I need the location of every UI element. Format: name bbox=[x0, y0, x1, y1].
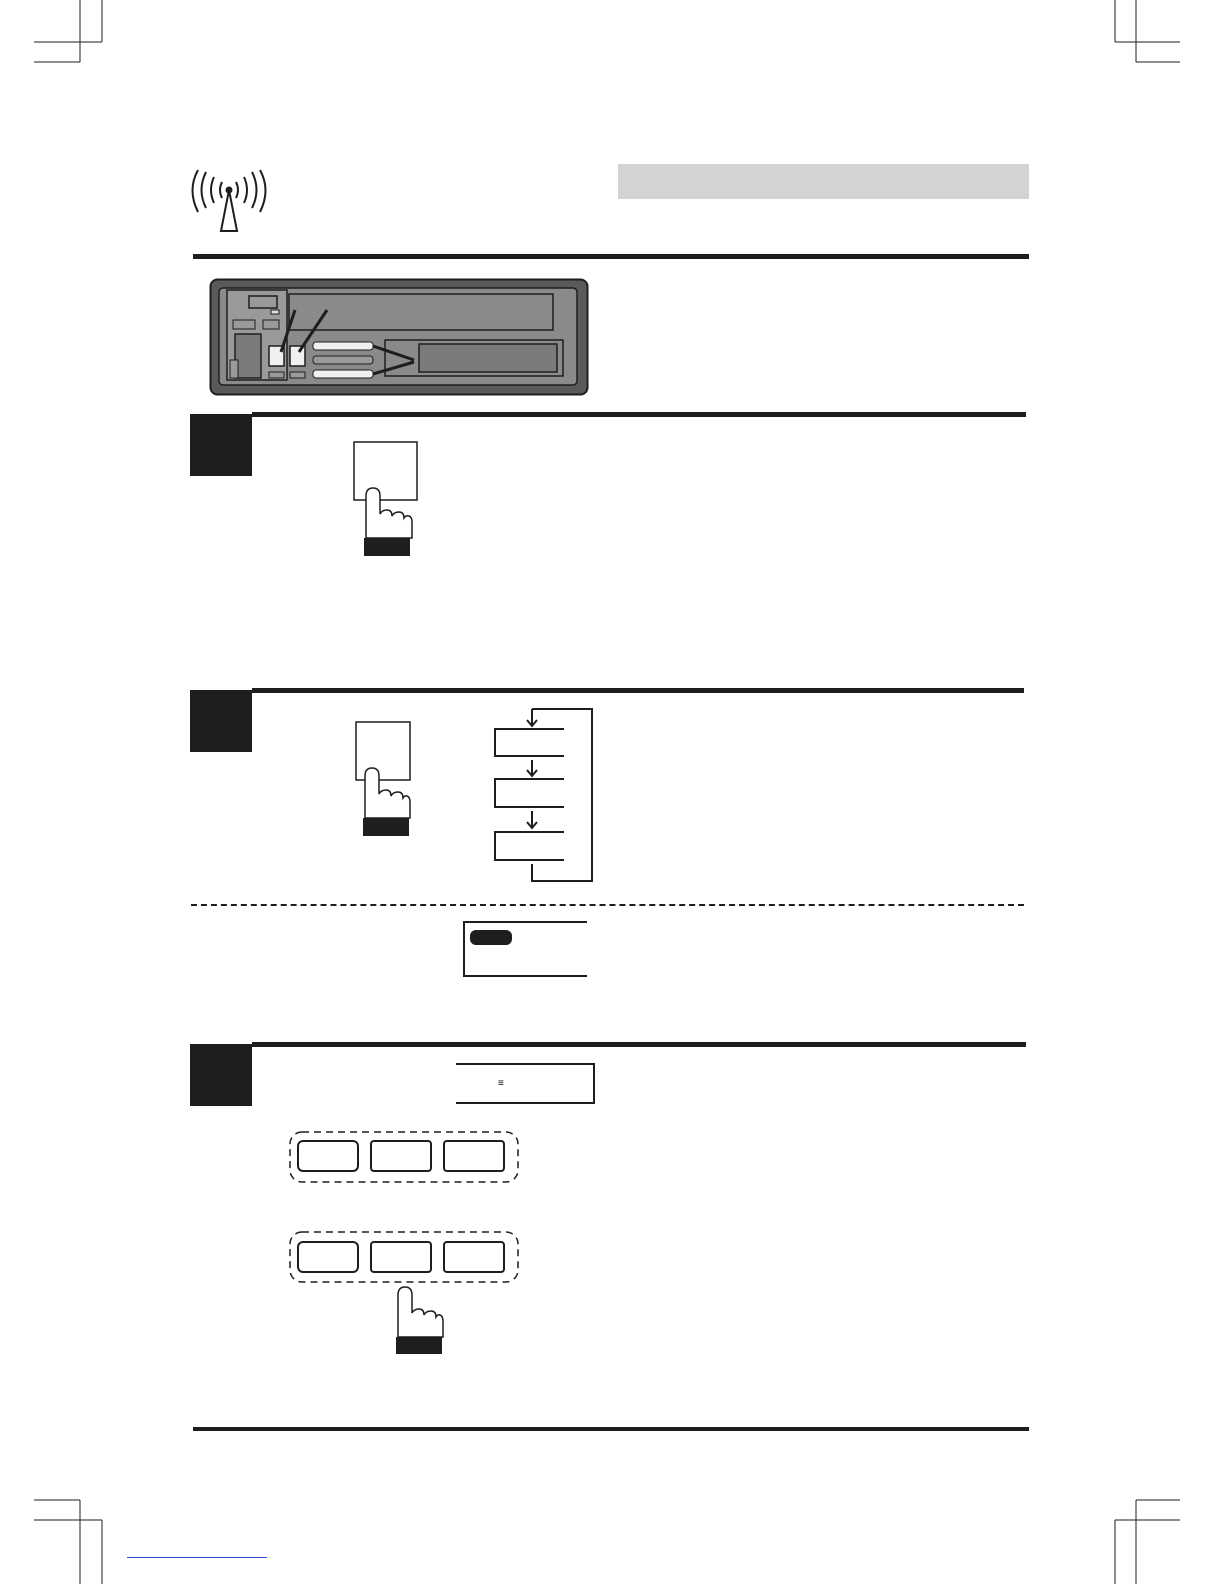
step-3-display-window bbox=[455, 1062, 596, 1105]
section-dashed-separator bbox=[191, 904, 1024, 906]
bottom-rule bbox=[193, 1427, 1029, 1431]
antenna-broadcast-icon bbox=[188, 168, 270, 234]
step-2-rule bbox=[252, 688, 1024, 693]
step-3-rule bbox=[252, 1042, 1026, 1047]
display-indicator-illustration bbox=[461, 920, 589, 980]
step-1-rule bbox=[252, 412, 1026, 417]
step-1-marker bbox=[190, 414, 252, 476]
pointing-hand-icon bbox=[394, 1285, 446, 1355]
step-2-marker bbox=[190, 690, 252, 752]
section-header-band bbox=[618, 164, 1029, 199]
step-1-button-press-illustration bbox=[352, 440, 420, 558]
footer-link-underline bbox=[127, 1557, 267, 1558]
step-2-mode-cycle-diagram bbox=[492, 704, 596, 884]
top-rule bbox=[193, 254, 1029, 259]
stereo-faceplate-illustration bbox=[209, 278, 589, 396]
step-3-marker bbox=[190, 1044, 252, 1106]
preset-buttons-group-lower bbox=[288, 1230, 520, 1284]
step-2-button-press-illustration bbox=[354, 720, 414, 838]
display-reading: ≡ bbox=[498, 1078, 504, 1089]
preset-buttons-group-upper bbox=[288, 1130, 520, 1184]
